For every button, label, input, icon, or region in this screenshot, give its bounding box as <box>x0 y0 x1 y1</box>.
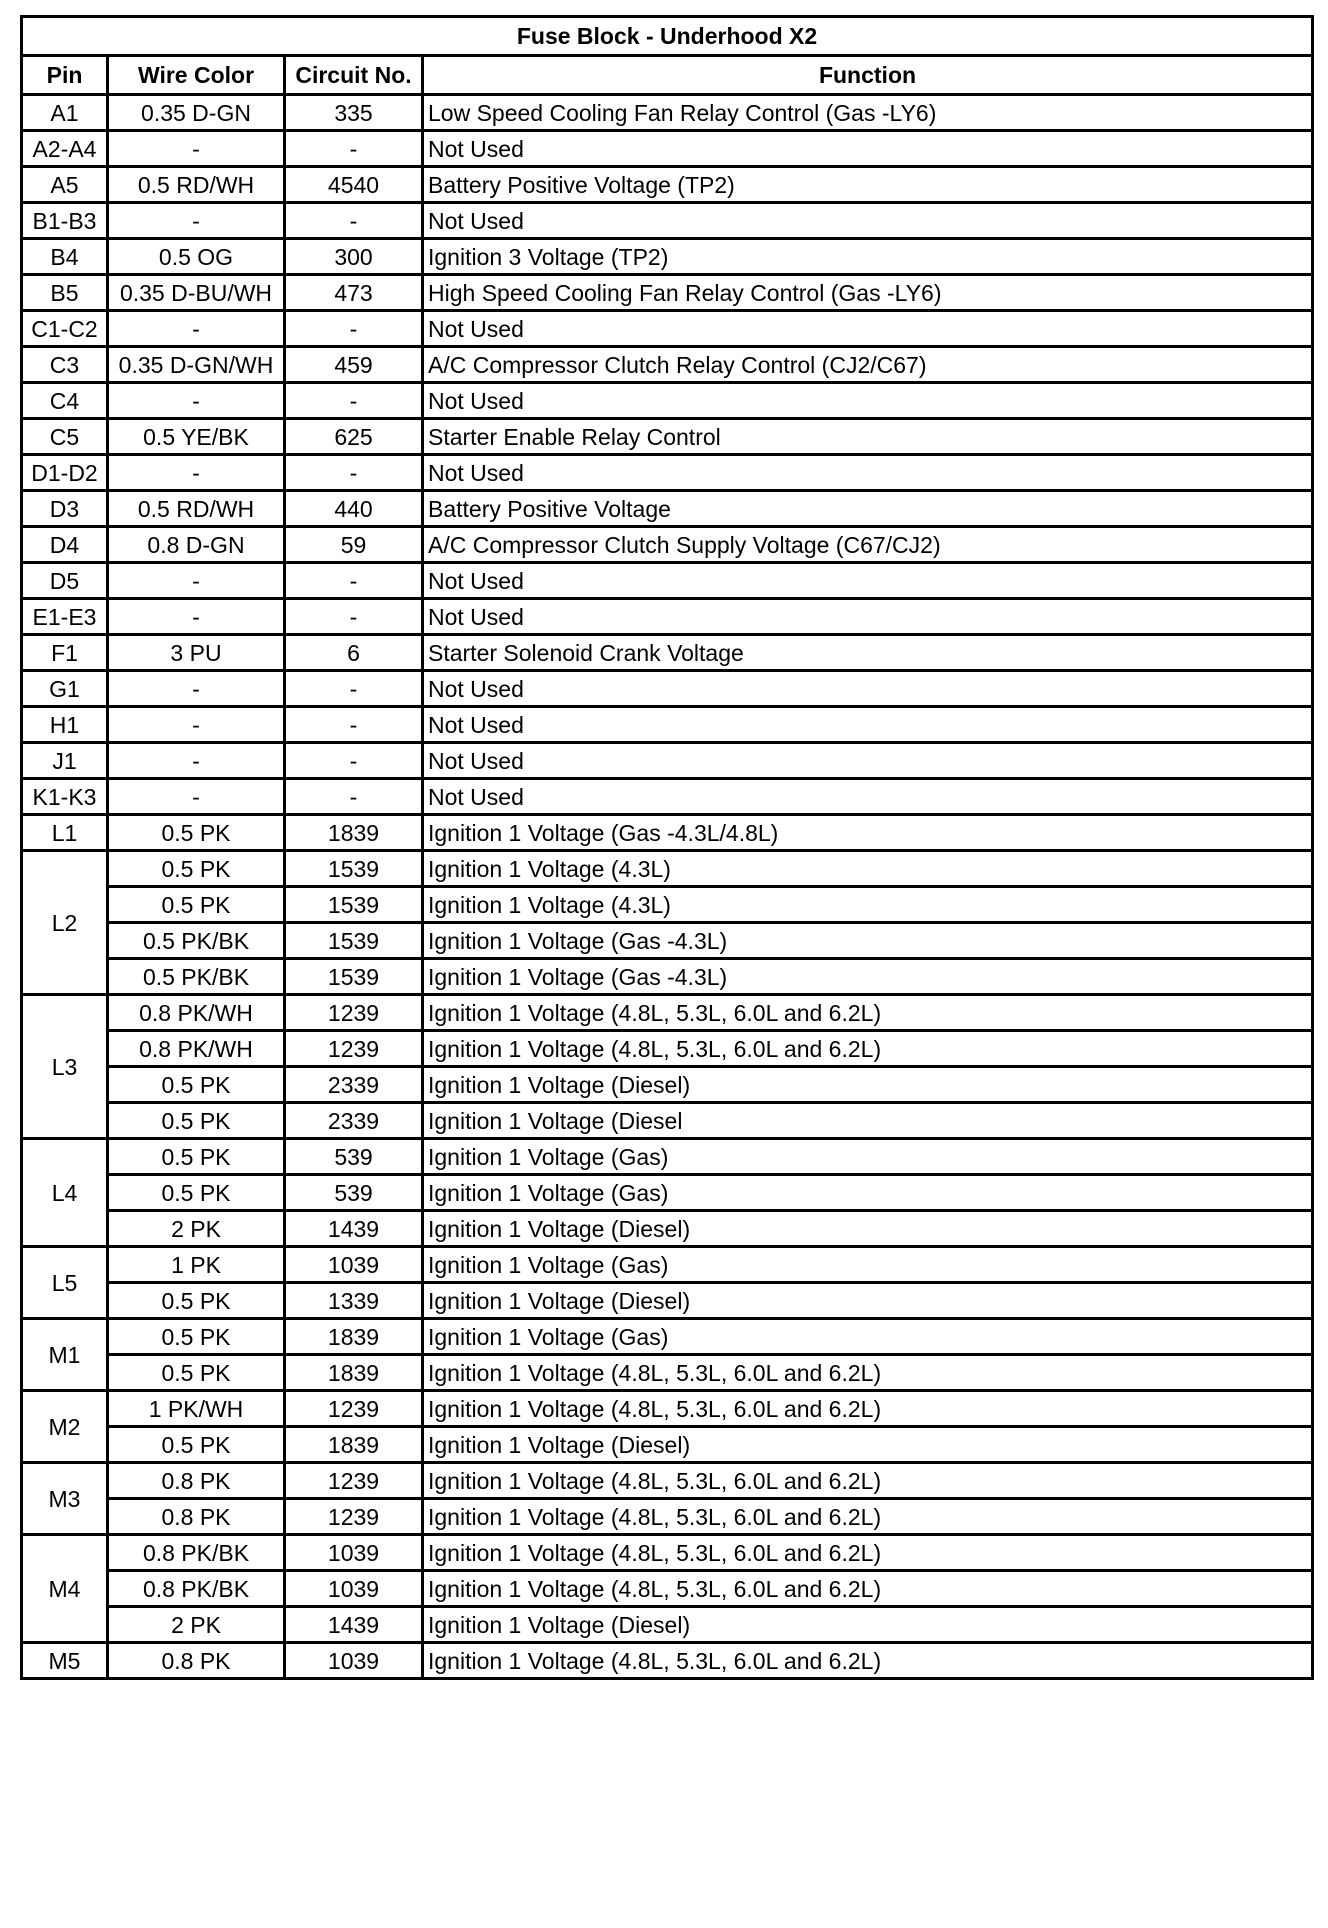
function-cell: Ignition 1 Voltage (Gas) <box>423 1175 1313 1211</box>
pin-cell: H1 <box>22 707 108 743</box>
circuit-no-cell: 1039 <box>285 1643 423 1679</box>
circuit-no-cell: 6 <box>285 635 423 671</box>
table-row <box>22 1463 1313 1499</box>
header-pin: Pin <box>22 56 108 95</box>
table-row <box>22 707 1313 743</box>
pin-cell: M4 <box>22 1535 108 1643</box>
circuit-no-cell: 1439 <box>285 1607 423 1643</box>
circuit-no-cell: 1239 <box>285 1391 423 1427</box>
function-cell: Ignition 1 Voltage (Diesel) <box>423 1283 1313 1319</box>
pin-cell: D3 <box>22 491 108 527</box>
table-row <box>22 1067 1313 1103</box>
table-row <box>22 1643 1313 1679</box>
title-row <box>22 17 1313 56</box>
pin-cell: D4 <box>22 527 108 563</box>
wire-color-cell: 2 PK <box>108 1607 285 1643</box>
wire-color-cell: 2 PK <box>108 1211 285 1247</box>
circuit-no-cell: - <box>285 203 423 239</box>
function-cell: Not Used <box>423 455 1313 491</box>
circuit-no-cell: 1039 <box>285 1247 423 1283</box>
header-circuit-no: Circuit No. <box>285 56 423 95</box>
circuit-no-cell: 440 <box>285 491 423 527</box>
wire-color-cell: - <box>108 311 285 347</box>
table-row <box>22 167 1313 203</box>
pin-cell: C5 <box>22 419 108 455</box>
table-row <box>22 671 1313 707</box>
circuit-no-cell: - <box>285 383 423 419</box>
table-row <box>22 743 1313 779</box>
wire-color-cell: 0.5 PK <box>108 1427 285 1463</box>
wire-color-cell: 0.35 D-GN/WH <box>108 347 285 383</box>
wire-color-cell: 0.5 RD/WH <box>108 167 285 203</box>
wire-color-cell: - <box>108 743 285 779</box>
wire-color-cell: - <box>108 563 285 599</box>
function-cell: Not Used <box>423 743 1313 779</box>
function-cell: Not Used <box>423 311 1313 347</box>
circuit-no-cell: 1239 <box>285 995 423 1031</box>
circuit-no-cell: - <box>285 671 423 707</box>
circuit-no-cell: 4540 <box>285 167 423 203</box>
circuit-no-cell: 1539 <box>285 851 423 887</box>
function-cell: Starter Solenoid Crank Voltage <box>423 635 1313 671</box>
table-row <box>22 1211 1313 1247</box>
pin-cell: C4 <box>22 383 108 419</box>
table-row <box>22 1103 1313 1139</box>
wire-color-cell: - <box>108 779 285 815</box>
function-cell: Battery Positive Voltage (TP2) <box>423 167 1313 203</box>
function-cell: Ignition 1 Voltage (Diesel) <box>423 1607 1313 1643</box>
circuit-no-cell: - <box>285 311 423 347</box>
table-row <box>22 1031 1313 1067</box>
pin-cell: C1-C2 <box>22 311 108 347</box>
table-row <box>22 383 1313 419</box>
circuit-no-cell: 1839 <box>285 1355 423 1391</box>
function-cell: Not Used <box>423 671 1313 707</box>
function-cell: Not Used <box>423 203 1313 239</box>
pin-cell: E1-E3 <box>22 599 108 635</box>
pin-cell: J1 <box>22 743 108 779</box>
pin-cell: B1-B3 <box>22 203 108 239</box>
wire-color-cell: 0.5 PK <box>108 851 285 887</box>
circuit-no-cell: 1539 <box>285 923 423 959</box>
wire-color-cell: 0.8 PK/BK <box>108 1535 285 1571</box>
circuit-no-cell: - <box>285 455 423 491</box>
wire-color-cell: - <box>108 203 285 239</box>
pin-cell: L3 <box>22 995 108 1139</box>
circuit-no-cell: 300 <box>285 239 423 275</box>
function-cell: Starter Enable Relay Control <box>423 419 1313 455</box>
table-row <box>22 1427 1313 1463</box>
circuit-no-cell: 539 <box>285 1175 423 1211</box>
function-cell: Ignition 1 Voltage (4.3L) <box>423 887 1313 923</box>
function-cell: Ignition 1 Voltage (Diesel) <box>423 1211 1313 1247</box>
wire-color-cell: 0.5 RD/WH <box>108 491 285 527</box>
table-row <box>22 851 1313 887</box>
circuit-no-cell: 1239 <box>285 1463 423 1499</box>
wire-color-cell: 0.8 PK/WH <box>108 1031 285 1067</box>
pin-cell: M1 <box>22 1319 108 1391</box>
table-row <box>22 887 1313 923</box>
table-row <box>22 203 1313 239</box>
wire-color-cell: 1 PK <box>108 1247 285 1283</box>
pin-cell: B4 <box>22 239 108 275</box>
function-cell: Not Used <box>423 383 1313 419</box>
table-row <box>22 635 1313 671</box>
wire-color-cell: 0.5 PK/BK <box>108 959 285 995</box>
wire-color-cell: 0.5 PK <box>108 1283 285 1319</box>
wire-color-cell: 0.35 D-GN <box>108 95 285 131</box>
wire-color-cell: 0.5 PK <box>108 1355 285 1391</box>
table-row <box>22 1355 1313 1391</box>
wire-color-cell: 0.8 PK/BK <box>108 1571 285 1607</box>
table-row <box>22 131 1313 167</box>
wire-color-cell: 0.5 PK <box>108 1139 285 1175</box>
wire-color-cell: 0.8 PK <box>108 1463 285 1499</box>
pin-cell: M2 <box>22 1391 108 1463</box>
header-function: Function <box>423 56 1313 95</box>
circuit-no-cell: - <box>285 131 423 167</box>
table-title: Fuse Block - Underhood X2 <box>22 17 1313 56</box>
function-cell: Ignition 1 Voltage (Diesel <box>423 1103 1313 1139</box>
function-cell: Ignition 1 Voltage (Diesel) <box>423 1427 1313 1463</box>
function-cell: Ignition 1 Voltage (4.8L, 5.3L, 6.0L and 6.2L) <box>423 1499 1313 1535</box>
circuit-no-cell: - <box>285 779 423 815</box>
pin-cell: L2 <box>22 851 108 995</box>
wire-color-cell: 0.8 D-GN <box>108 527 285 563</box>
function-cell: Ignition 1 Voltage (4.8L, 5.3L, 6.0L and 6.2L) <box>423 1391 1313 1427</box>
circuit-no-cell: - <box>285 743 423 779</box>
circuit-no-cell: 1039 <box>285 1535 423 1571</box>
circuit-no-cell: - <box>285 563 423 599</box>
wire-color-cell: 0.8 PK <box>108 1643 285 1679</box>
table-row <box>22 239 1313 275</box>
circuit-no-cell: 1239 <box>285 1499 423 1535</box>
table-row <box>22 1319 1313 1355</box>
table-row <box>22 455 1313 491</box>
wire-color-cell: - <box>108 383 285 419</box>
table-row <box>22 1283 1313 1319</box>
pin-cell: F1 <box>22 635 108 671</box>
function-cell: Battery Positive Voltage <box>423 491 1313 527</box>
circuit-no-cell: 1539 <box>285 959 423 995</box>
pin-cell: A2-A4 <box>22 131 108 167</box>
wire-color-cell: 0.5 PK <box>108 1067 285 1103</box>
circuit-no-cell: - <box>285 599 423 635</box>
table-row <box>22 491 1313 527</box>
table-row <box>22 95 1313 131</box>
table-row <box>22 815 1313 851</box>
wire-color-cell: 0.5 YE/BK <box>108 419 285 455</box>
circuit-no-cell: 1439 <box>285 1211 423 1247</box>
circuit-no-cell: 2339 <box>285 1067 423 1103</box>
wire-color-cell: 1 PK/WH <box>108 1391 285 1427</box>
wire-color-cell: - <box>108 671 285 707</box>
function-cell: Ignition 1 Voltage (4.8L, 5.3L, 6.0L and 6.2L) <box>423 1355 1313 1391</box>
pin-cell: C3 <box>22 347 108 383</box>
function-cell: Ignition 1 Voltage (4.8L, 5.3L, 6.0L and 6.2L) <box>423 1463 1313 1499</box>
function-cell: Ignition 1 Voltage (Gas -4.3L/4.8L) <box>423 815 1313 851</box>
function-cell: Not Used <box>423 707 1313 743</box>
pin-cell: B5 <box>22 275 108 311</box>
pin-cell: M3 <box>22 1463 108 1535</box>
wire-color-cell: 0.5 PK <box>108 887 285 923</box>
circuit-no-cell: 1839 <box>285 815 423 851</box>
pin-cell: M5 <box>22 1643 108 1679</box>
header-wire-color: Wire Color <box>108 56 285 95</box>
wire-color-cell: 0.8 PK/WH <box>108 995 285 1031</box>
table-row <box>22 959 1313 995</box>
table-row <box>22 563 1313 599</box>
circuit-no-cell: 2339 <box>285 1103 423 1139</box>
pin-cell: A1 <box>22 95 108 131</box>
table-row <box>22 1247 1313 1283</box>
circuit-no-cell: 539 <box>285 1139 423 1175</box>
function-cell: Ignition 1 Voltage (4.8L, 5.3L, 6.0L and 6.2L) <box>423 1535 1313 1571</box>
wire-color-cell: - <box>108 131 285 167</box>
function-cell: Ignition 1 Voltage (Gas) <box>423 1319 1313 1355</box>
function-cell: Ignition 1 Voltage (Gas -4.3L) <box>423 959 1313 995</box>
function-cell: Ignition 1 Voltage (Diesel) <box>423 1067 1313 1103</box>
wire-color-cell: 0.5 OG <box>108 239 285 275</box>
header-row <box>22 56 1313 95</box>
wire-color-cell: 3 PU <box>108 635 285 671</box>
pin-cell: D5 <box>22 563 108 599</box>
table-body <box>22 95 1313 1679</box>
circuit-no-cell: 625 <box>285 419 423 455</box>
table-row <box>22 311 1313 347</box>
function-cell: Ignition 1 Voltage (4.8L, 5.3L, 6.0L and 6.2L) <box>423 1571 1313 1607</box>
function-cell: Not Used <box>423 563 1313 599</box>
wire-color-cell: 0.8 PK <box>108 1499 285 1535</box>
table-row <box>22 1571 1313 1607</box>
wire-color-cell: - <box>108 455 285 491</box>
table-row <box>22 923 1313 959</box>
function-cell: High Speed Cooling Fan Relay Control (Gas -LY6) <box>423 275 1313 311</box>
pin-cell: L4 <box>22 1139 108 1247</box>
table-row <box>22 1607 1313 1643</box>
fuse-block-table-sheet <box>20 15 1311 1680</box>
function-cell: Ignition 1 Voltage (Gas) <box>423 1139 1313 1175</box>
wire-color-cell: - <box>108 599 285 635</box>
pin-cell: G1 <box>22 671 108 707</box>
circuit-no-cell: 459 <box>285 347 423 383</box>
circuit-no-cell: 1239 <box>285 1031 423 1067</box>
table-row <box>22 599 1313 635</box>
wire-color-cell: 0.5 PK/BK <box>108 923 285 959</box>
wire-color-cell: 0.35 D-BU/WH <box>108 275 285 311</box>
wire-color-cell: - <box>108 707 285 743</box>
function-cell: Ignition 1 Voltage (4.8L, 5.3L, 6.0L and 6.2L) <box>423 995 1313 1031</box>
table-row <box>22 347 1313 383</box>
function-cell: Not Used <box>423 599 1313 635</box>
function-cell: Ignition 1 Voltage (4.8L, 5.3L, 6.0L and 6.2L) <box>423 1031 1313 1067</box>
table-row <box>22 1499 1313 1535</box>
circuit-no-cell: 1539 <box>285 887 423 923</box>
function-cell: Ignition 1 Voltage (Gas) <box>423 1247 1313 1283</box>
wire-color-cell: 0.5 PK <box>108 815 285 851</box>
function-cell: Ignition 1 Voltage (4.8L, 5.3L, 6.0L and 6.2L) <box>423 1643 1313 1679</box>
circuit-no-cell: 335 <box>285 95 423 131</box>
wire-color-cell: 0.5 PK <box>108 1175 285 1211</box>
pin-cell: K1-K3 <box>22 779 108 815</box>
circuit-no-cell: 473 <box>285 275 423 311</box>
table-row <box>22 275 1313 311</box>
pin-cell: D1-D2 <box>22 455 108 491</box>
circuit-no-cell: 1339 <box>285 1283 423 1319</box>
pin-cell: L5 <box>22 1247 108 1319</box>
table-row <box>22 1391 1313 1427</box>
function-cell: Low Speed Cooling Fan Relay Control (Gas -LY6) <box>423 95 1313 131</box>
table-row <box>22 1535 1313 1571</box>
table-row <box>22 779 1313 815</box>
function-cell: Ignition 1 Voltage (Gas -4.3L) <box>423 923 1313 959</box>
function-cell: Ignition 3 Voltage (TP2) <box>423 239 1313 275</box>
circuit-no-cell: 1039 <box>285 1571 423 1607</box>
wire-color-cell: 0.5 PK <box>108 1103 285 1139</box>
circuit-no-cell: - <box>285 707 423 743</box>
pin-cell: A5 <box>22 167 108 203</box>
circuit-no-cell: 59 <box>285 527 423 563</box>
table-row <box>22 419 1313 455</box>
pinout-table <box>20 15 1314 1680</box>
function-cell: A/C Compressor Clutch Supply Voltage (C67/CJ2) <box>423 527 1313 563</box>
table-row <box>22 1175 1313 1211</box>
table-row <box>22 527 1313 563</box>
pin-cell: L1 <box>22 815 108 851</box>
table-row <box>22 995 1313 1031</box>
circuit-no-cell: 1839 <box>285 1319 423 1355</box>
wire-color-cell: 0.5 PK <box>108 1319 285 1355</box>
function-cell: Ignition 1 Voltage (4.3L) <box>423 851 1313 887</box>
function-cell: Not Used <box>423 131 1313 167</box>
circuit-no-cell: 1839 <box>285 1427 423 1463</box>
function-cell: Not Used <box>423 779 1313 815</box>
table-row <box>22 1139 1313 1175</box>
function-cell: A/C Compressor Clutch Relay Control (CJ2/C67) <box>423 347 1313 383</box>
